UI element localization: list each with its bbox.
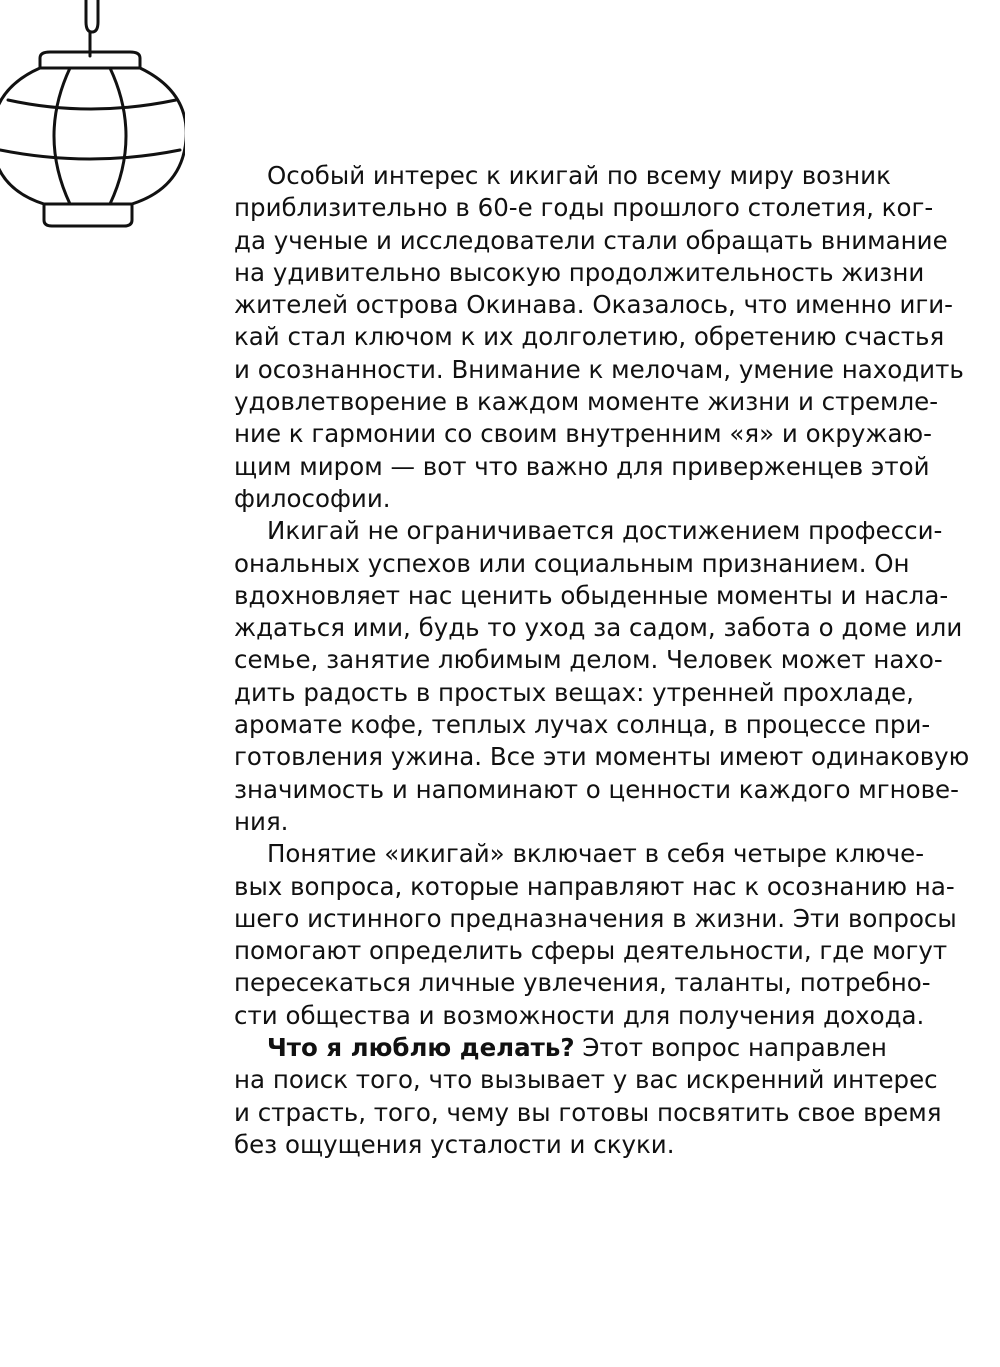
text-line: философии. xyxy=(234,483,391,513)
text-line: Особый интерес к икигай по всему миру возник xyxy=(267,161,891,190)
text-line: жителей острова Окинава. Оказалось, что именно иги- xyxy=(234,290,954,320)
text-line: готовления ужина. Все эти моменты имеют одинаковую xyxy=(234,742,970,772)
text-line: приблизительно в 60-е годы прошлого столетия, ког- xyxy=(234,193,934,223)
text-line: ния. xyxy=(234,806,289,836)
paper-lantern-icon xyxy=(0,0,185,240)
text-line: ональных успехов или социальным признанием. Он xyxy=(234,548,910,578)
text-line: аромате кофе, теплых лучах солнца, в процессе при- xyxy=(234,710,931,740)
paragraph-4 xyxy=(201,1032,942,1161)
paragraph-1 xyxy=(201,160,964,515)
paragraph-3 xyxy=(201,838,957,1032)
text-line: на удивительно высокую продолжительность жизни xyxy=(234,257,925,287)
text-line: Понятие «икигай» включает в себя четыре ключе- xyxy=(267,839,925,869)
text-line: и страсть, того, чему вы готовы посвятить свое время xyxy=(234,1097,942,1127)
text-line: щим миром — вот что важно для приверженцев этой xyxy=(234,451,930,481)
text-line: помогают определить сферы деятельности, где могут xyxy=(234,936,948,966)
text-line: удовлетворение в каждом моменте жизни и стремле- xyxy=(234,387,939,417)
text-line: и осознанности. Внимание к мелочам, умение находить xyxy=(234,354,964,384)
text-line: на поиск того, что вызывает у вас искренний интерес xyxy=(234,1065,938,1095)
paragraph-2 xyxy=(201,515,970,838)
text-line: ждаться ими, будь то уход за садом, забота о доме или xyxy=(234,613,963,643)
text-line xyxy=(201,1032,887,1064)
text-line: сти общества и возможности для получения дохода. xyxy=(234,1000,925,1030)
body-text xyxy=(201,160,970,1161)
text-line: без ощущения усталости и скуки. xyxy=(234,1129,675,1159)
text-line: вдохновляет нас ценить обыденные моменты и насла- xyxy=(234,580,949,610)
text-fragment: Этот вопрос направлен xyxy=(574,1033,887,1063)
question-heading: Что я люблю делать? xyxy=(267,1033,575,1063)
text-line: ние к гармонии со своим внутренним «я» и окружаю- xyxy=(234,419,932,449)
text-line: пересекаться личные увлечения, таланты, потребно- xyxy=(234,968,931,998)
text-line: семье, занятие любимым делом. Человек может нахо- xyxy=(234,645,943,675)
text-line: да ученые и исследователи стали обращать внимание xyxy=(234,225,948,255)
text-line: шего истинного предназначения в жизни. Эти вопросы xyxy=(234,903,957,933)
text-line: Икигай не ограничивается достижением професси- xyxy=(267,516,943,546)
text-line: кай стал ключом к их долголетию, обретению счастья xyxy=(234,322,945,352)
text-line: вых вопроса, которые направляют нас к осознанию на- xyxy=(234,871,955,901)
text-line: дить радость в простых вещах: утренней прохладе, xyxy=(234,677,914,707)
text-line: значимость и напоминают о ценности каждого мгнове- xyxy=(234,774,959,804)
